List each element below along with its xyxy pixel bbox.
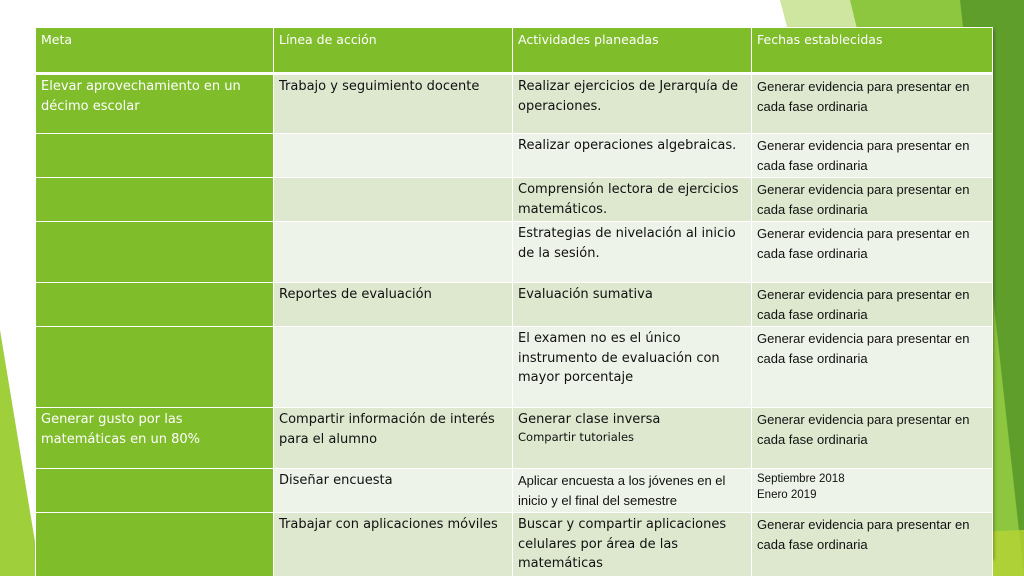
- left-green-shape: [0, 330, 38, 576]
- fecha-cell: Generar evidencia para presentar en cada fase ordinaria: [752, 178, 993, 222]
- linea-cell: [274, 327, 513, 408]
- meta-cell: [36, 178, 274, 222]
- table-row: [36, 469, 993, 513]
- planning-table: [35, 27, 993, 577]
- meta-cell: [36, 222, 274, 283]
- table-row: [36, 283, 993, 327]
- actividad-cell: Realizar operaciones algebraicas.: [513, 134, 752, 178]
- fecha-cell: Generar evidencia para presentar en cada fase ordinaria: [752, 408, 993, 469]
- actividad-main: Generar clase inversa: [518, 412, 661, 427]
- linea-cell: Compartir información de interés para el alumno: [274, 408, 513, 469]
- linea-cell: [274, 222, 513, 283]
- linea-cell: Trabajar con aplicaciones móviles: [274, 513, 513, 577]
- actividad-cell: Realizar ejercicios de Jerarquía de operaciones.: [513, 74, 752, 134]
- linea-cell: [274, 134, 513, 178]
- actividad-cell: Aplicar encuesta a los jóvenes en el inicio y el final del semestre: [513, 469, 752, 513]
- actividad-cell: Evaluación sumativa: [513, 283, 752, 327]
- linea-cell: [274, 178, 513, 222]
- fecha-cell: Generar evidencia para presentar en cada fase ordinaria: [752, 327, 993, 408]
- fecha-cell: Generar evidencia para presentar en cada fase ordinaria: [752, 134, 993, 178]
- meta-cell: [36, 283, 274, 327]
- actividad-cell: Estrategias de nivelación al inicio de la sesión.: [513, 222, 752, 283]
- planning-table-wrapper: [35, 27, 992, 571]
- fecha-cell: Generar evidencia para presentar en cada fase ordinaria: [752, 513, 993, 577]
- table-header-row: [36, 28, 993, 74]
- table-row: [36, 74, 993, 134]
- fecha-line-1: Septiembre 2018: [757, 473, 845, 485]
- actividad-cell: Comprensión lectora de ejercicios matemáticos.: [513, 178, 752, 222]
- meta-cell: [36, 469, 274, 513]
- meta-cell: Elevar aprovechamiento en un décimo escolar: [36, 74, 274, 134]
- table-row: [36, 327, 993, 408]
- actividad-cell: Buscar y compartir aplicaciones celulares por área de las matemáticas: [513, 513, 752, 577]
- meta-cell: [36, 134, 274, 178]
- fecha-cell: Generar evidencia para presentar en cada fase ordinaria: [752, 222, 993, 283]
- header-meta: Meta: [36, 28, 274, 74]
- meta-cell: [36, 327, 274, 408]
- header-fechas: Fechas establecidas: [752, 28, 993, 74]
- fecha-cell: [752, 469, 993, 513]
- linea-cell: Trabajo y seguimiento docente: [274, 74, 513, 134]
- table-row: [36, 134, 993, 178]
- actividad-cell: [513, 408, 752, 469]
- table-row: [36, 222, 993, 283]
- table-row: [36, 513, 993, 577]
- header-actividades: Actividades planeadas: [513, 28, 752, 74]
- linea-cell: Reportes de evaluación: [274, 283, 513, 327]
- fecha-line-2: Enero 2019: [757, 489, 817, 501]
- fecha-cell: Generar evidencia para presentar en cada fase ordinaria: [752, 283, 993, 327]
- meta-cell: Generar gusto por las matemáticas en un 80%: [36, 408, 274, 469]
- fecha-cell: Generar evidencia para presentar en cada fase ordinaria: [752, 74, 993, 134]
- actividad-sub: Compartir tutoriales: [518, 429, 635, 444]
- meta-cell: [36, 513, 274, 577]
- actividad-cell: El examen no es el único instrumento de evaluación con mayor porcentaje: [513, 327, 752, 408]
- table-row: [36, 408, 993, 469]
- header-linea: Línea de acción: [274, 28, 513, 74]
- linea-cell: Diseñar encuesta: [274, 469, 513, 513]
- table-row: [36, 178, 993, 222]
